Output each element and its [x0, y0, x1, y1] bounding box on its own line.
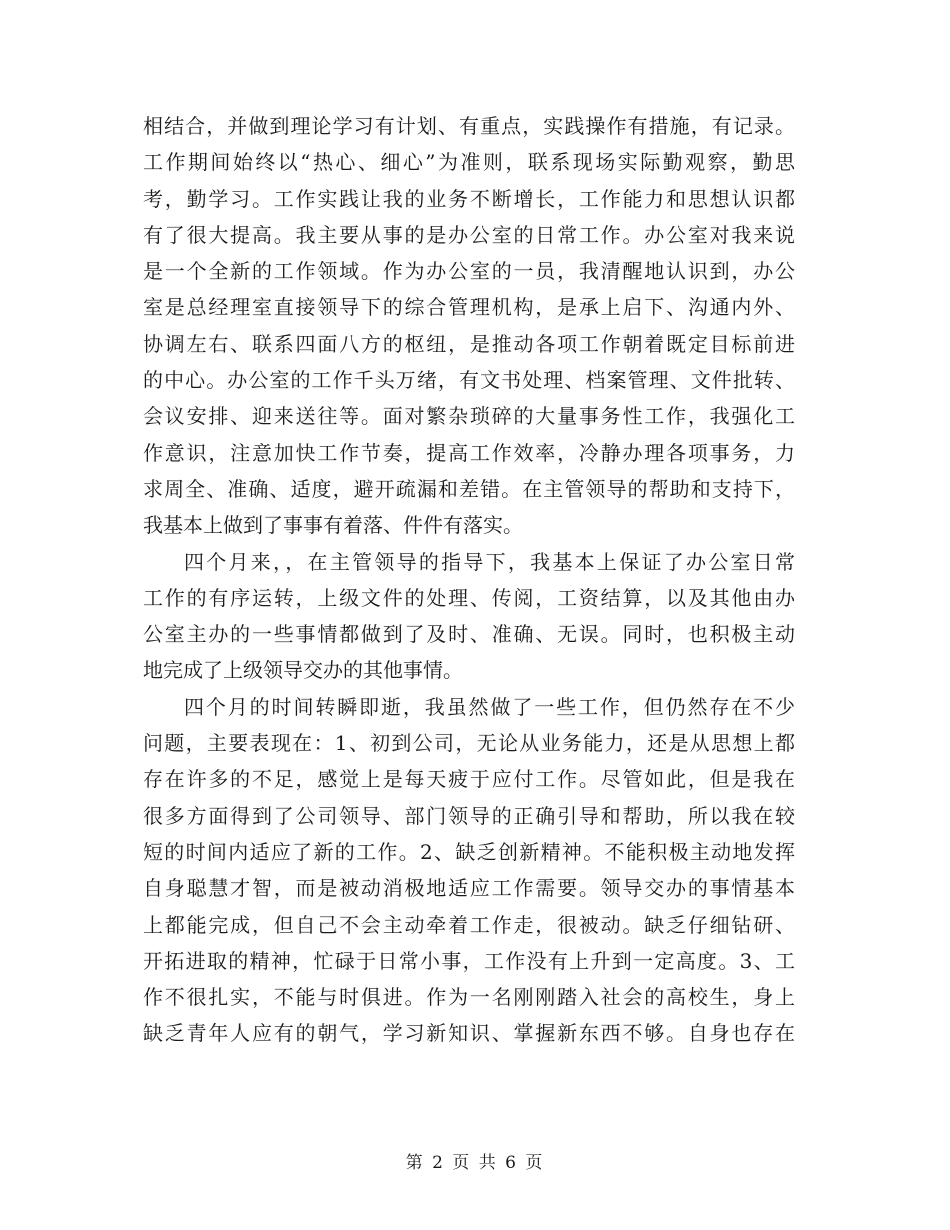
paragraph-3 [143, 689, 795, 1052]
text-line: 问题，主要表现在：1、初到公司，无论从业务能力，还是从思想上都 [143, 731, 795, 756]
text-line: 有了很大提高。我主要从事的是办公室的日常工作。办公室对我来说 [143, 222, 795, 247]
text-line: 地完成了上级领导交办的其他事情。 [143, 658, 463, 683]
text-line: 是一个全新的工作领域。作为办公室的一员，我清醒地认识到，办公 [143, 259, 795, 284]
text-line: 存在许多的不足，感觉上是每天疲于应付工作。尽管如此，但是我在 [143, 767, 795, 792]
text-line: 考，勤学习。工作实践让我的业务不断增长，工作能力和思想认识都 [143, 186, 795, 211]
text-line: 很多方面得到了公司领导、部门领导的正确引导和帮助，所以我在较 [143, 803, 795, 828]
text-line: 相结合，并做到理论学习有计划、有重点，实践操作有措施，有记录。 [143, 114, 795, 138]
text-line: 工作的有序运转，上级文件的处理、传阅，工资结算，以及其他由办 [143, 585, 795, 610]
text-line: 作意识，注意加快工作节奏，提高工作效率，冷静办理各项事务，力 [143, 440, 795, 465]
page-number-footer: 第 2 页 共 6 页 [405, 1153, 545, 1173]
text-line: 缺乏青年人应有的朝气，学习新知识、掌握新东西不够。自身也存在 [143, 1021, 795, 1046]
text-line: 短的时间内适应了新的工作。2、缺乏创新精神。不能积极主动地发挥 [143, 839, 795, 864]
text-line: 作不很扎实，不能与时俱进。作为一名刚刚踏入社会的高校生，身上 [143, 985, 795, 1010]
paragraph-1 [143, 108, 795, 544]
text-line: 的中心。办公室的工作千头万绪，有文书处理、档案管理、文件批转、 [143, 368, 795, 393]
text-line: 四个月来，，在主管领导的指导下，我基本上保证了办公室日常 [184, 549, 795, 574]
text-line: 自身聪慧才智，而是被动消极地适应工作需要。领导交办的事情基本 [143, 876, 795, 901]
text-line: 工作期间始终以“热心、细心”为准则，联系现场实际勤观察，勤思 [143, 150, 795, 175]
text-line: 我基本上做到了事事有着落、件件有落实。 [143, 513, 523, 538]
body-text [143, 108, 795, 1052]
text-line: 上都能完成，但自己不会主动牵着工作走，很被动。缺乏仔细钻研、 [143, 912, 795, 937]
text-line: 求周全、准确、适度，避开疏漏和差错。在主管领导的帮助和支持下， [143, 476, 795, 501]
text-line: 协调左右、联系四面八方的枢纽，是推动各项工作朝着既定目标前进 [143, 331, 795, 356]
paragraph-2 [143, 544, 795, 689]
text-line: 公室主办的一些事情都做到了及时、准确、无误。同时，也积极主动 [143, 622, 795, 647]
text-line: 开拓进取的精神，忙碌于日常小事，工作没有上升到一定高度。3、工 [143, 948, 795, 973]
text-line: 室是总经理室直接领导下的综合管理机构，是承上启下、沟通内外、 [143, 295, 795, 320]
text-line: 四个月的时间转瞬即逝，我虽然做了一些工作，但仍然存在不少 [184, 694, 795, 719]
text-line: 会议安排、迎来送往等。面对繁杂琐碎的大量事务性工作，我强化工 [143, 404, 795, 429]
